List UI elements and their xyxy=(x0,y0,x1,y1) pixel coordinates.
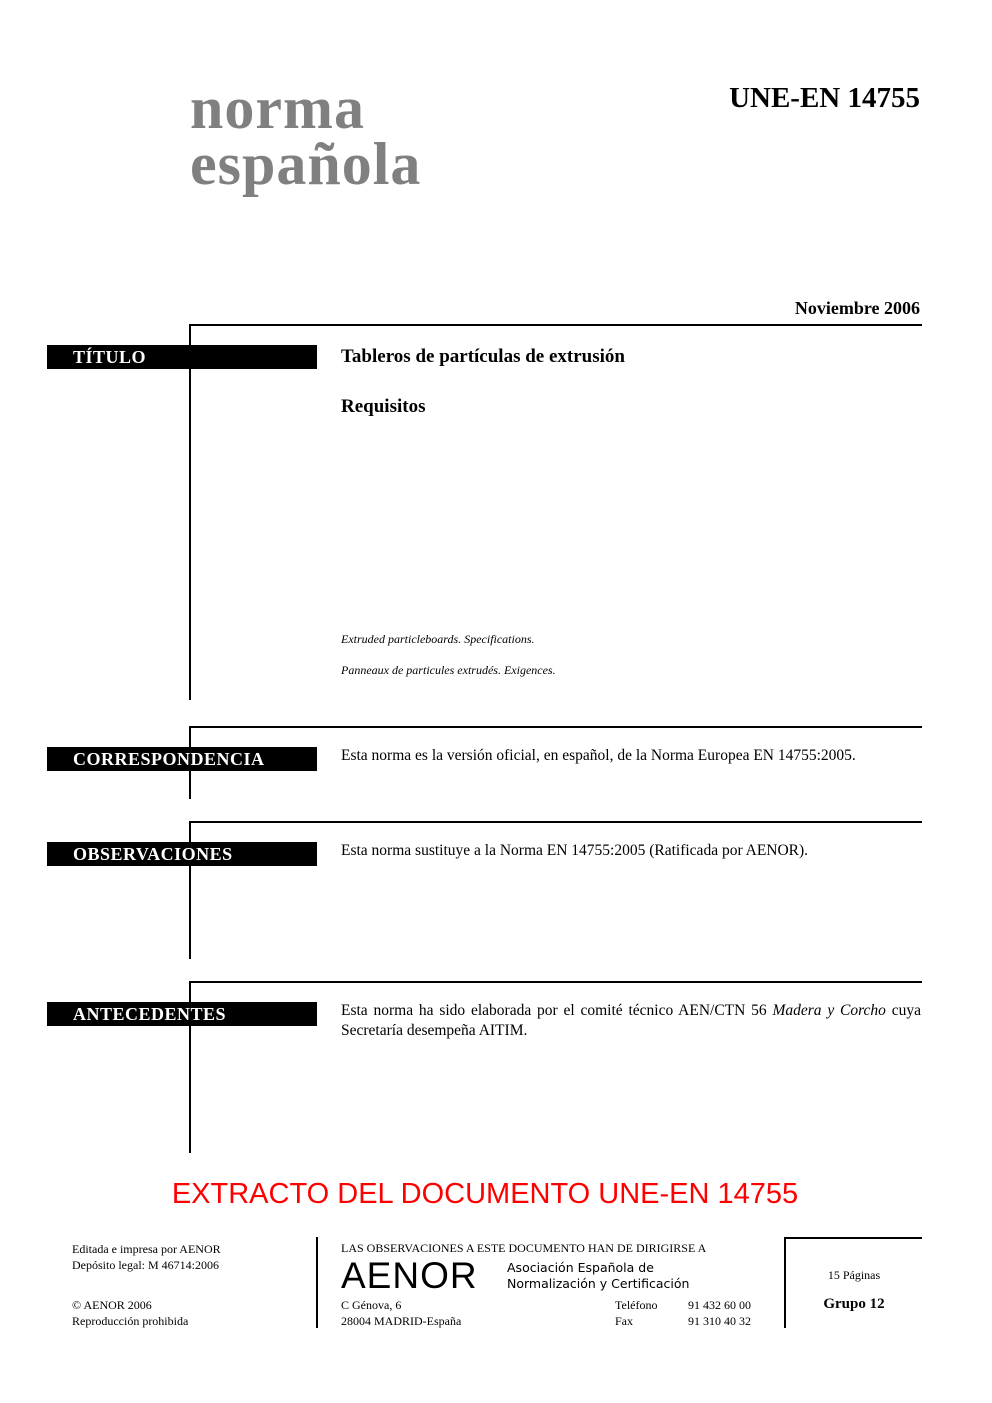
extract-notice: EXTRACTO DEL DOCUMENTO UNE-EN 14755 xyxy=(171,1178,799,1210)
copyright: © AENOR 2006 xyxy=(72,1298,152,1312)
footer-publisher xyxy=(72,1241,221,1273)
organization-name-line-2: Normalización y Certificación xyxy=(507,1276,690,1291)
section-divider xyxy=(189,981,922,983)
antecedentes-label: ANTECEDENTES xyxy=(47,1002,317,1026)
info-box-top-rule xyxy=(784,1237,922,1239)
section-divider xyxy=(189,821,922,823)
footer-copyright xyxy=(72,1297,188,1329)
legal-deposit: Depósito legal: M 46714:2006 xyxy=(72,1258,219,1272)
brand-line-1: norma xyxy=(190,75,365,141)
section-vertical-rule xyxy=(189,324,191,700)
antecedentes-text xyxy=(341,1001,921,1041)
correspondencia-label: CORRESPONDENCIA xyxy=(47,747,317,771)
antecedentes-text-start: Esta norma ha sido elaborada por el comité técnico AEN/CTN 56 xyxy=(341,1002,773,1019)
antecedentes-text-end: cuya Secretaría desempeña AITIM. xyxy=(341,1002,922,1039)
section-divider xyxy=(189,726,922,728)
document-subtitle: Requisitos xyxy=(341,396,426,417)
address-city: 28004 MADRID-España xyxy=(341,1314,462,1328)
footer-divider xyxy=(316,1237,318,1328)
committee-name: Madera y Corcho xyxy=(772,1002,886,1019)
section-divider xyxy=(189,324,922,326)
contact-labels xyxy=(615,1297,657,1329)
reproduction-notice: Reproducción prohibida xyxy=(72,1314,189,1328)
publication-date: Noviembre 2006 xyxy=(794,298,920,318)
phone-number: 91 432 60 00 xyxy=(688,1298,751,1312)
organization-name-line-1: Asociación Española de xyxy=(507,1260,654,1275)
aenor-logo: AENOR xyxy=(341,1255,478,1296)
observaciones-label: OBSERVACIONES xyxy=(47,842,317,866)
price-group: Grupo 12 xyxy=(823,1296,885,1312)
brand-line-2: española xyxy=(190,131,422,197)
observaciones-text: Esta norma sustituye a la Norma EN 14755:2005 (Ratificada por AENOR). xyxy=(341,842,809,859)
fax-label: Fax xyxy=(615,1314,633,1328)
brand-wordmark xyxy=(190,75,422,197)
title-french: Panneaux de particules extrudés. Exigences. xyxy=(341,663,556,677)
phone-label: Teléfono xyxy=(615,1298,658,1312)
titulo-label: TÍTULO xyxy=(47,345,317,369)
standard-code: UNE-EN 14755 xyxy=(729,82,920,114)
page-count: 15 Páginas xyxy=(827,1268,881,1282)
organization-name xyxy=(507,1260,689,1292)
fax-number: 91 310 40 32 xyxy=(688,1314,751,1328)
title-english: Extruded particleboards. Specifications. xyxy=(341,632,535,646)
observations-notice: LAS OBSERVACIONES A ESTE DOCUMENTO HAN DE DIRIGIRSE A xyxy=(341,1241,707,1255)
contact-values xyxy=(688,1297,751,1329)
correspondencia-text: Esta norma es la versión oficial, en español, de la Norma Europea EN 14755:2005. xyxy=(341,747,856,764)
edited-by: Editada e impresa por AENOR xyxy=(72,1242,221,1256)
document-title: Tableros de partículas de extrusión xyxy=(341,346,625,367)
address xyxy=(341,1297,461,1329)
address-street: C Génova, 6 xyxy=(341,1298,402,1312)
